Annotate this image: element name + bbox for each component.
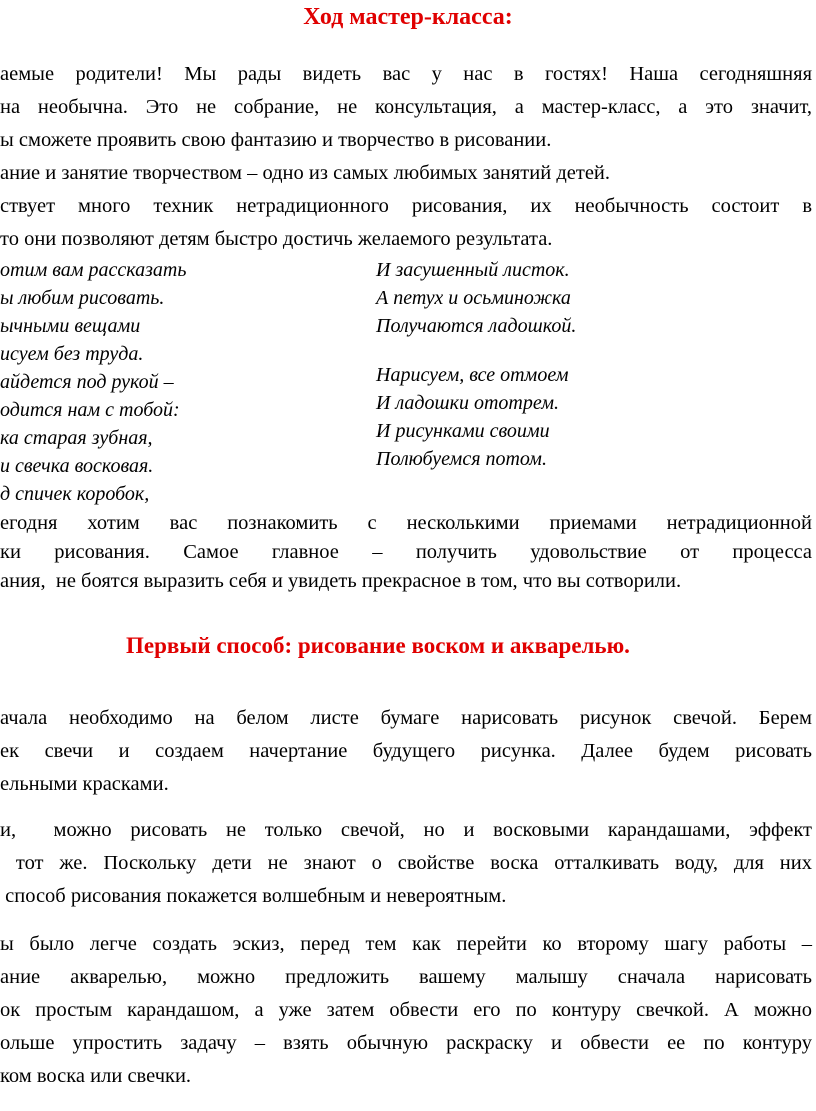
body-line: егодня хотим вас познакомить с несколькими приемами нетрадиционной (0, 512, 812, 534)
poem-line: ка старая зубная, (0, 427, 153, 449)
page-title: Ход мастер-класса: (303, 4, 513, 30)
body-line: ы было легче создать эскиз, перед тем как перейти ко второму шагу работы – (0, 933, 812, 955)
body-line: ек свечи и создаем начертание будущего рисунка. Далее будем рисовать (0, 740, 812, 762)
poem-line: Нарисуем, все отмоем (376, 364, 569, 386)
body-line: ание акварелью, можно предложить вашему малышу сначала нарисовать (0, 966, 812, 988)
body-line: ольше упростить задачу – взять обычную раскраску и обвести ее по контуру (0, 1032, 812, 1054)
body-line: способ рисования покажется волшебным и невероятным. (0, 885, 507, 907)
intro-line: ствует много техник нетрадиционного рисования, их необычность состоит в (0, 195, 812, 217)
poem-line: Получаются ладошкой. (376, 315, 577, 337)
section-title: Первый способ: рисование воском и акварелью. (126, 633, 630, 658)
body-line: тот же. Поскольку дети не знают о свойстве воска отталкивать воду, для них (0, 852, 812, 874)
poem-line: ы любим рисовать. (0, 287, 165, 309)
poem-line: и свечка восковая. (0, 455, 154, 477)
intro-line: ы сможете проявить свою фантазию и творчество в рисовании. (0, 129, 552, 151)
poem-line: отим вам рассказать (0, 259, 187, 281)
body-line: и, можно рисовать не только свечой, но и восковыми карандашами, эффект (0, 819, 812, 841)
body-line: ки рисования. Самое главное – получить удовольствие от процесса (0, 541, 812, 563)
body-line: ания, не боятся выразить себя и увидеть прекрасное в том, что вы сотворили. (0, 570, 682, 592)
poem-line: одится нам с тобой: (0, 399, 180, 421)
poem-line: ычными вещами (0, 315, 141, 337)
poem-line: Полюбуемся потом. (376, 448, 547, 470)
body-line: ком воска или свечки. (0, 1065, 192, 1087)
body-line: ок простым карандашом, а уже затем обвести его по контуру свечкой. А можно (0, 999, 812, 1021)
poem-line: А петух и осьминожка (376, 287, 571, 309)
body-line: ачала необходимо на белом листе бумаге нарисовать рисунок свечой. Берем (0, 707, 812, 729)
intro-line: то они позволяют детям быстро достичь желаемого результата. (0, 228, 553, 250)
intro-line: аемые родители! Мы рады видеть вас у нас в гостях! Наша сегодняшняя (0, 63, 812, 85)
body-line: ельными красками. (0, 773, 169, 795)
poem-line: И ладошки ототрем. (376, 392, 560, 414)
poem-line: айдется под рукой – (0, 371, 174, 393)
poem-line: д спичек коробок, (0, 483, 150, 505)
poem-line: И засушенный листок. (376, 259, 570, 281)
poem-line: исуем без труда. (0, 343, 144, 365)
intro-line: на необычна. Это не собрание, не консультация, а мастер-класс, а это значит, (0, 96, 812, 118)
poem-line: И рисунками своими (376, 420, 550, 442)
intro-line: ание и занятие творчеством – одно из самых любимых занятий детей. (0, 162, 611, 184)
